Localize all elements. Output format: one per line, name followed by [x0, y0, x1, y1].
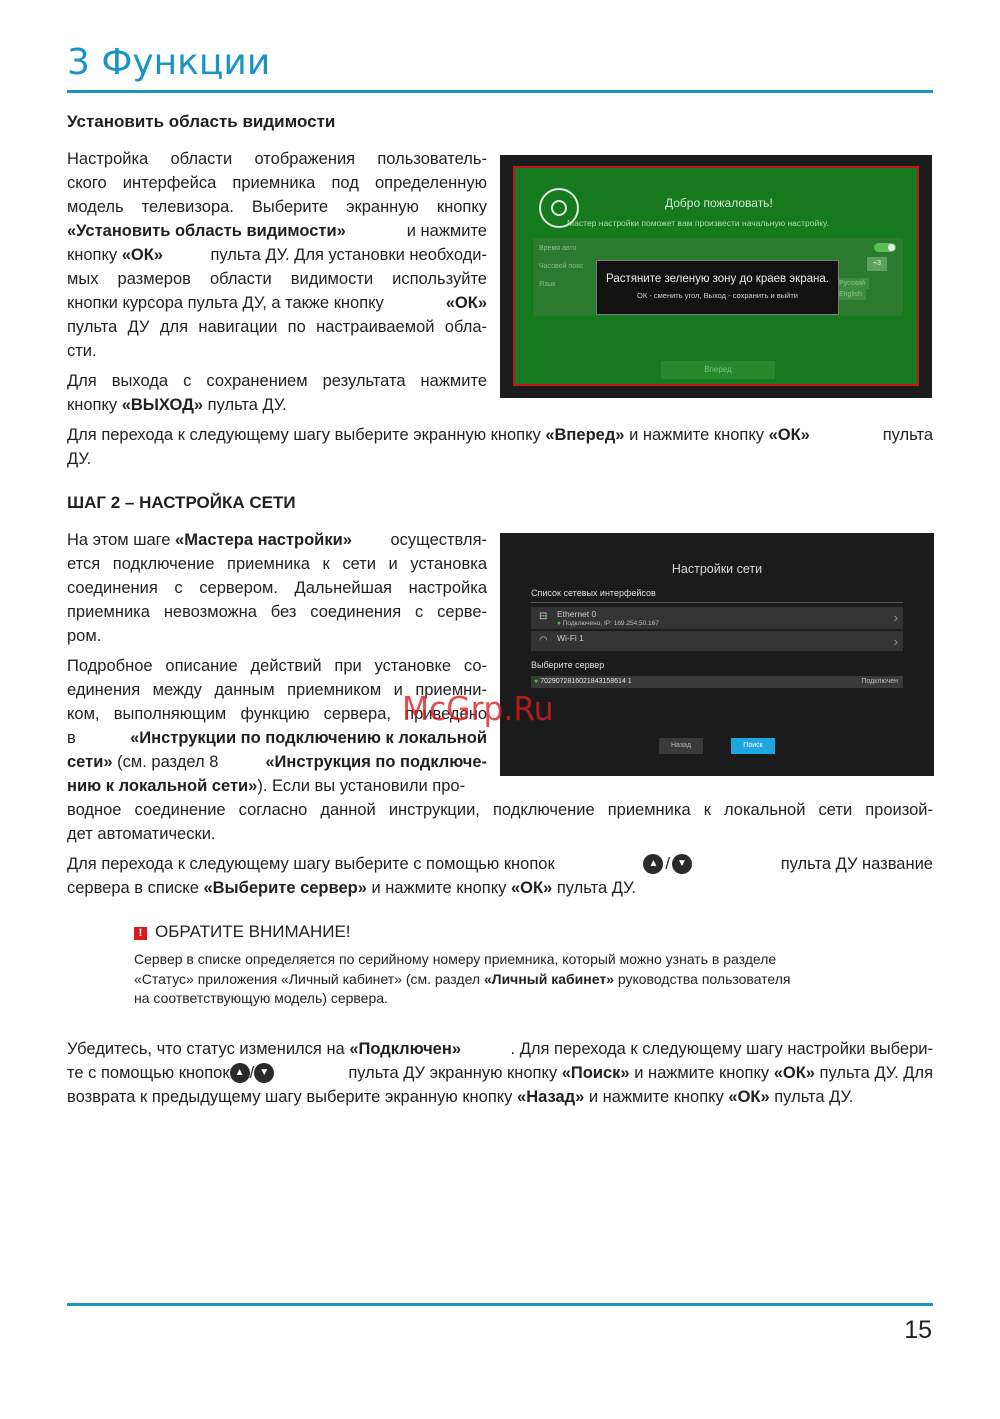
stretch-dialog: [596, 260, 839, 315]
wifi-icon: ◠: [539, 635, 548, 646]
chevron-right-icon: ›: [893, 610, 898, 625]
final-paragraph: Убедитесь, что статус изменился на «Подключен» . Для перехода к следующему шагу настройки выбери- те с помощью кнопок ▲ / ▼ пульта ДУ экранную кнопку «Поиск» и нажмите кнопку «ОК» пульта ДУ. Для возврата к предыдущему шагу выберите экранную кнопку «Назад» и нажмите кнопку «ОК» пульта ДУ.: [67, 1040, 933, 1106]
ethernet-icon: ⊟: [539, 611, 548, 622]
page-number: 15: [904, 1316, 932, 1344]
section2-paragraph1: На этом шаге «Мастера настройки» осуществля- ется подключение приемника к сети и установка соединения с сервером. Дальнейшая настройка приемника невозможна без соединения с серве- ром.: [67, 531, 487, 645]
interface-ethernet[interactable]: ⊟ Ethernet 0 ● Подключено, IP: 169.254.50.167 ›: [531, 607, 903, 629]
top-divider: [67, 90, 933, 93]
interface-wifi[interactable]: ◠ Wi-Fi 1 ›: [531, 631, 903, 651]
dialog-hint: ОК - сменить угол, Выход - сохранить и выйти: [637, 291, 798, 300]
chapter-title: 3 Функции: [67, 42, 271, 83]
forward-button[interactable]: Вперед: [661, 361, 775, 379]
section1-paragraph1: Настройка области отображения пользователь- ского интерфейса приемника под определенную модель телевизора. Выберите экранную кнопку «Установить область видимости» и нажмите кнопку «ОК» пульта ДУ. Для установки необходи- мых размеров области видимости используйте кнопки курсора пульта ДУ, а также кнопку «ОК» пульта ДУ для навигации по настраиваемой обла- сти.: [67, 150, 487, 360]
down-arrow-icon: ▼: [672, 854, 692, 874]
up-arrow-icon: ▲: [643, 854, 663, 874]
network-settings-title: Настройки сети: [671, 562, 763, 576]
notice-heading: ! ОБРАТИТЕ ВНИМАНИЕ!: [134, 922, 351, 942]
bottom-divider: [67, 1303, 933, 1306]
section1-paragraph3: Для перехода к следующему шагу выберите экранную кнопку «Вперед» и нажмите кнопку «ОК» пульта ДУ.: [67, 426, 933, 468]
chevron-right-icon: ›: [893, 634, 898, 649]
dialog-title: Растяните зеленую зону до краев экрана.: [606, 273, 829, 285]
connected-dot-icon: ●: [557, 620, 561, 627]
interfaces-label: Список сетевых интерфейсов: [531, 588, 656, 598]
setting-row-language: Язык: [539, 281, 556, 288]
section2-paragraph2: Подробное описание действий при установке со- единения между данным приемником и приемни- ком, выполняющим функцию сервера, приведено в «Инструкции по подключению к локальной сети» (см. раздел 8 «Инструкция по подключе- нию к локальной сети»). Если вы установили про-: [67, 657, 487, 795]
interfaces-divider: [531, 602, 903, 603]
visibility-area-screenshot: [500, 155, 932, 398]
setting-row-timezone: Часовой пояс: [539, 263, 584, 270]
setting-row-auto-time: Время авто: [539, 245, 577, 252]
welcome-title: Добро пожаловать!: [665, 196, 773, 210]
server-status: Подключен: [861, 678, 898, 685]
connected-dot-icon: ●: [534, 678, 539, 685]
search-button[interactable]: Поиск: [731, 738, 775, 754]
notice-body: Сервер в списке определяется по серийному номеру приемника, который можно узнать в разделе «Статус» приложения «Личный кабинет» (см. раздел «Личный кабинет» руководства пользователя на соответствующую модель) сервера.: [134, 951, 791, 1006]
watermark: McGrp.Ru: [402, 689, 554, 728]
network-settings-screenshot: [500, 533, 934, 776]
section1-paragraph2: Для выхода с сохранением результата нажмите кнопку «ВЫХОД» пульта ДУ.: [67, 372, 487, 414]
language-options: РусскийEnglish: [835, 278, 895, 294]
section-heading-network: ШАГ 2 – НАСТРОЙКА СЕТИ: [67, 493, 296, 512]
back-button[interactable]: Назад: [659, 738, 703, 754]
server-list-item[interactable]: ● 7029072816021843158614 1 Подключен: [531, 676, 903, 688]
welcome-subtitle: Мастер настройки поможет вам произвести начальную настройку.: [567, 218, 829, 228]
up-arrow-icon: ▲: [230, 1063, 250, 1083]
green-visibility-zone: [513, 166, 919, 386]
notice-icon: !: [134, 927, 147, 940]
section-heading-visibility: Установить область видимости: [67, 112, 336, 131]
timezone-value[interactable]: +3: [867, 257, 887, 271]
auto-time-toggle[interactable]: [874, 243, 896, 252]
section2-paragraph2-continued: водное соединение согласно данной инструкции, подключение приемника к локальной сети произой- дет автоматически.: [67, 801, 933, 843]
down-arrow-icon: ▼: [254, 1063, 274, 1083]
server-label: Выберите сервер: [531, 660, 605, 670]
section2-paragraph3: Для перехода к следующему шагу выберите с помощью кнопок ▲ / ▼ пульта ДУ название сервера в списке «Выберите сервер» и нажмите кнопку «ОК» пульта ДУ.: [67, 855, 933, 897]
